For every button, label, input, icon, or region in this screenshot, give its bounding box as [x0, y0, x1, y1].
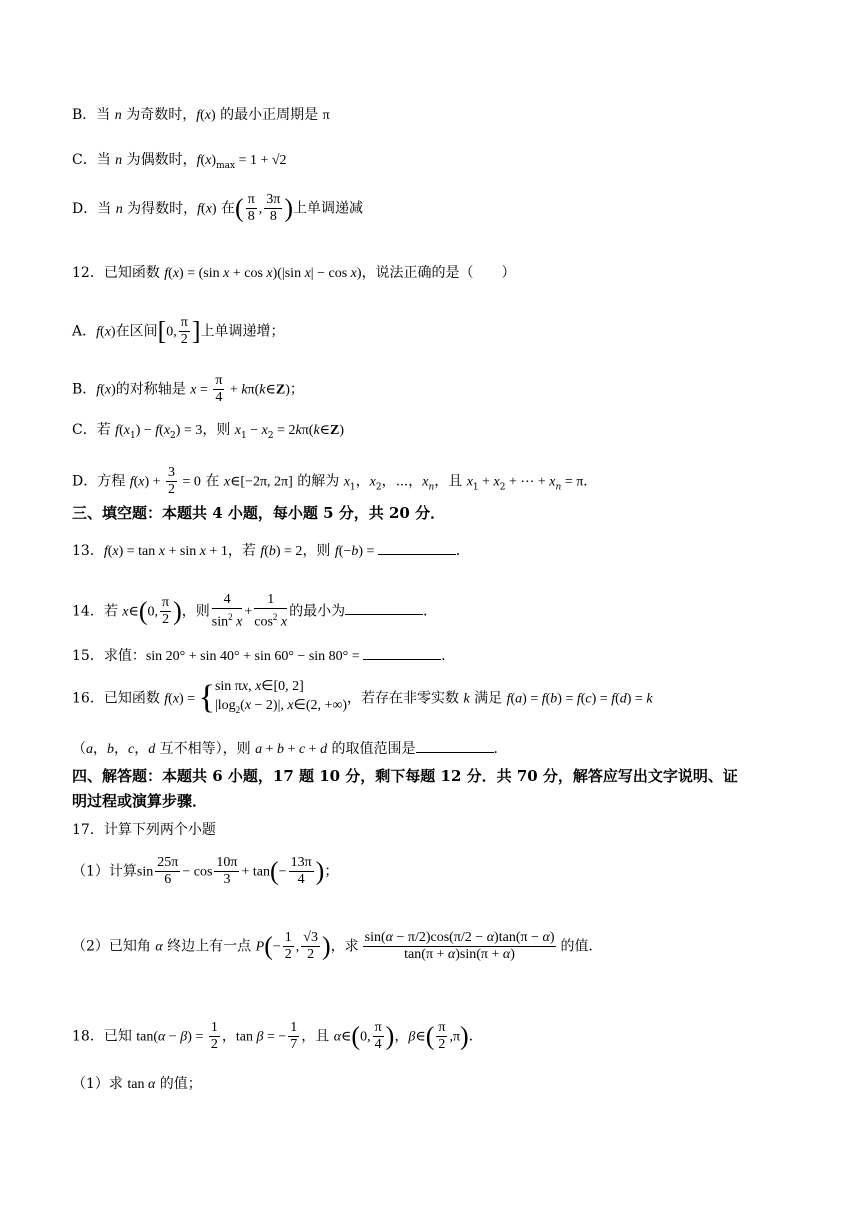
question-18-part1: （1）求 tan α 的值；: [72, 1076, 202, 1092]
section-3-heading: 三、填空题：本题共 4 小题，每小题 5 分，共 20 分．: [72, 504, 446, 522]
option-d-12: D．方程 f(x) + $\frac{3}{2}$ = 0 在 x∈[−2π, 2π] 的解为 $x_1$，$x_2$，⋯，$x_n$，且 $x_1 + x_2$ + ⋯ + $x_n = \pi$．: [72, 465, 598, 497]
question-14: 14．若 x∈(0, $\frac{\pi}{2}$ )，则 $\frac{4}{\sin^2 x}$ + $\frac{1}{\cos^2 x}$ 的最小为 ．: [72, 592, 438, 630]
option-c-12: C．若 $f(x_1) - f(x_2) = 3$，则 $x_1 - x_2$ = 2kπ(k∈Z): [72, 422, 345, 441]
question-18: 18．已知 tan(α − β) = $\frac{1}{2}$ ，tan β = − $\frac{1}{7}$ ，且 α∈(0, $\frac{\pi}{4}$ )，β∈( $\frac{\pi}{2}$ ,π)．: [72, 1020, 483, 1052]
question-16: 16．已知函数 f(x) = { sin πx, x∈[0, 2] $|\log_2(x - 2)|$, x∈(2, +∞) ，若存在非零实数 k 满足 f(a) = f(b) = f(c) = f(d) = k: [72, 679, 653, 717]
option-d-11: D．当 n 为得数时，f(x) 在( $\frac{\pi}{8}$ , $\frac{3\pi}{8}$ )上单调递减: [72, 192, 364, 224]
question-17: 17．计算下列两个小题: [72, 822, 216, 838]
question-17-part1: （1）计算sin $\frac{25\pi}{6}$ − cos $\frac{10\pi}{3}$ + tan(− $\frac{13\pi}{4}$ )；: [72, 855, 339, 887]
question-13: 13．f(x) = tan x + sin x + 1，若 f(b) = 2，则 f(−b) = ．: [72, 540, 470, 562]
option-c-11: C．当 n 为偶数时，$f(x)_{max} = 1 + √2$: [72, 152, 287, 171]
question-15: 15．求值：sin 20° + sin 40° + sin 60° − sin 80° = ．: [72, 645, 455, 667]
question-12: 12．已知函数 f(x) = (sin x + cos x)(|sin x| − cos x)，说法正确的是（ ）: [72, 265, 516, 281]
option-b-12: B．f(x)的对称轴是 x = $\frac{\pi}{4}$ + kπ(k∈Z)；: [72, 373, 304, 405]
question-16-line2: （a，b，c，d 互不相等），则 a + b + c + d 的取值范围是 ．: [72, 738, 508, 760]
option-b-11: B．当 n 为奇数时，f(x) 的最小正周期是 π: [72, 107, 330, 123]
section-4-heading-line2: 明过程或演算步骤．: [72, 792, 208, 810]
section-4-heading-line1: 四、解答题：本题共 6 小题，17 题 10 分，剩下每题 12 分．共 70 分，解答应写出文字说明、证: [72, 767, 738, 785]
question-17-part2: （2）已知角 α 终边上有一点 P(− $\frac{1}{2}$ , $\frac{√3}{2}$ )，求 $\frac{\sin(\alpha - \pi/2)\cos(\pi/2 - \alpha)\tan(\pi - \alpha)}{\tan(\pi + \alpha)\sin(\pi + \alpha)}$ 的值．: [72, 930, 603, 962]
option-a-12: A．f(x)在区间[0, $\frac{\pi}{2}$ ]上单调递增；: [72, 315, 285, 347]
